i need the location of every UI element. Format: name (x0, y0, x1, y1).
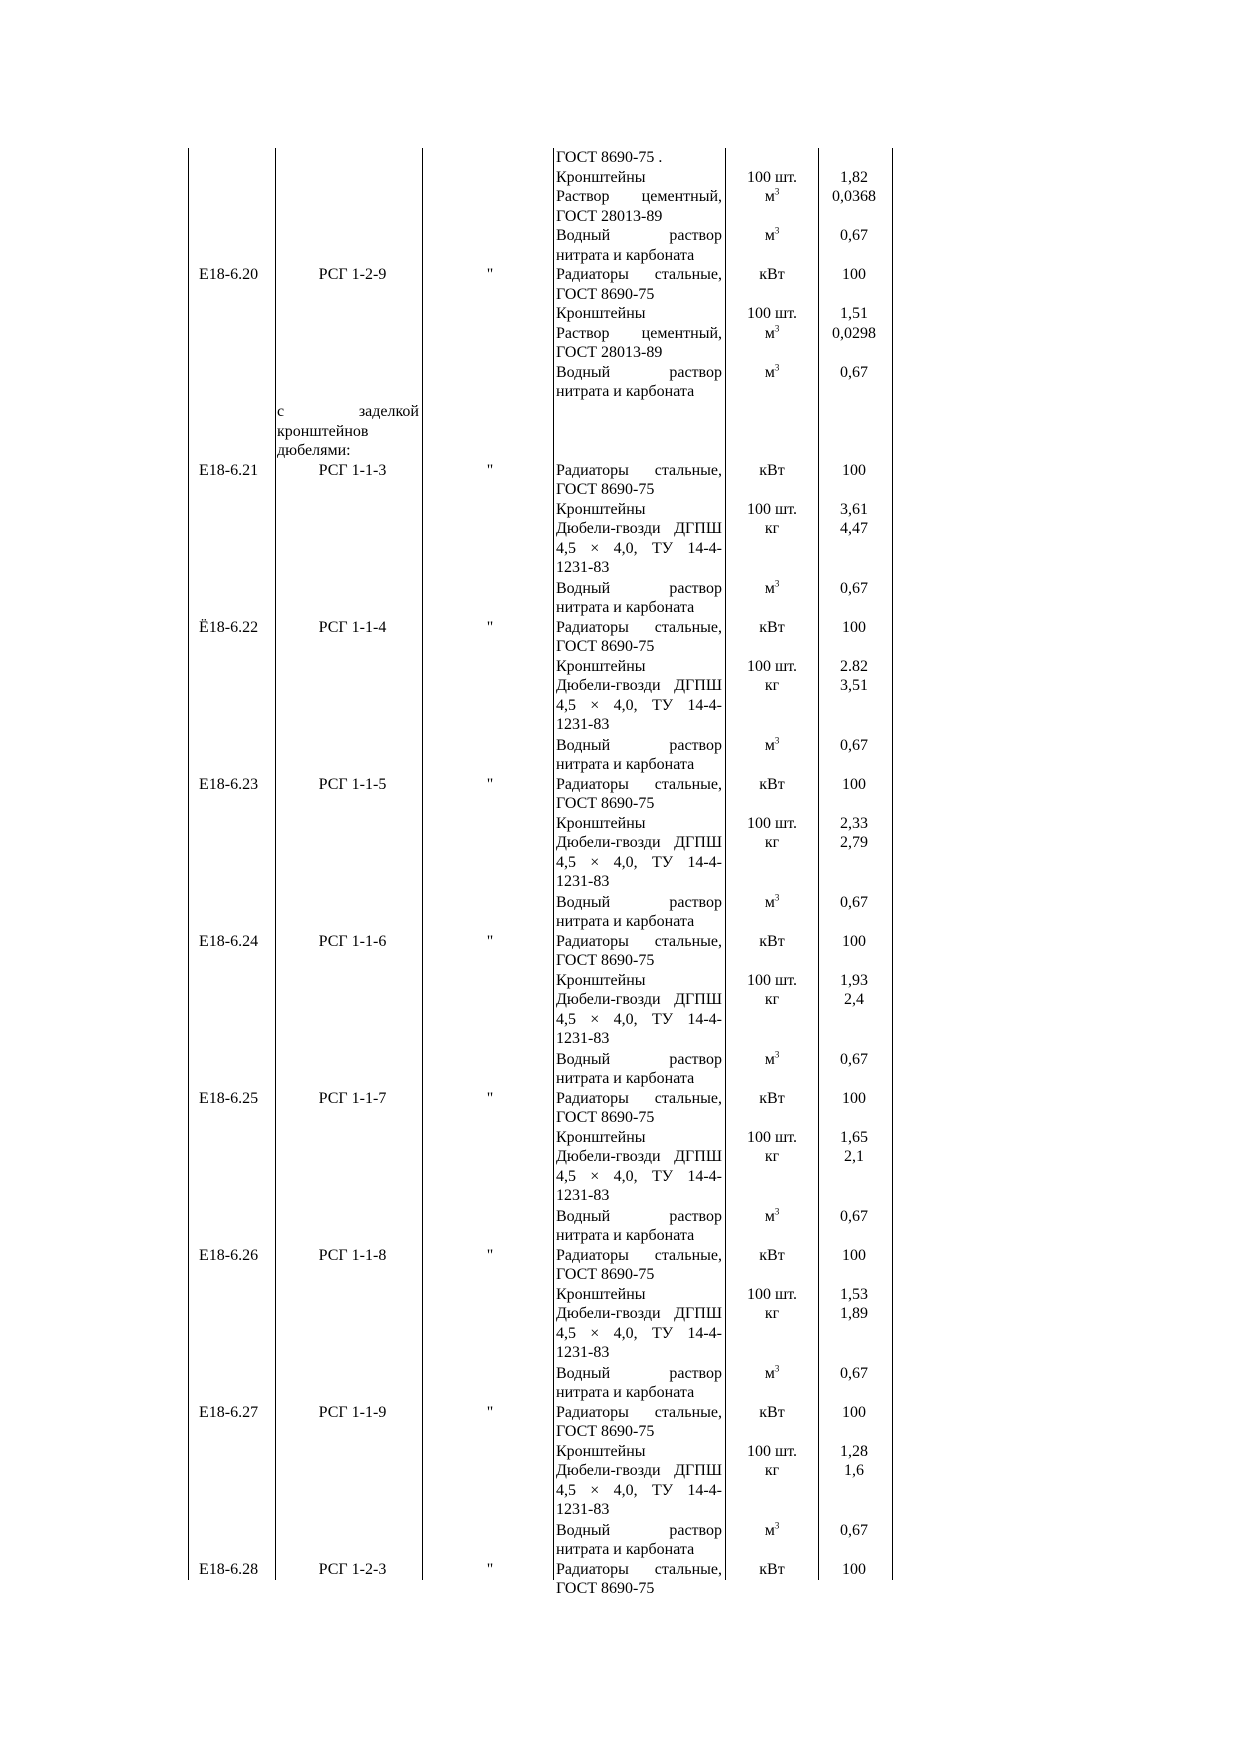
resource-line: Дюбели-гвозди ДГПШ (556, 1462, 722, 1479)
resource-unit: кВт (759, 266, 785, 283)
resource-name: Кронштейны (556, 971, 646, 989)
resource-name (556, 461, 722, 500)
resource-line: 1231-83 (556, 559, 610, 576)
resource-name (556, 1521, 722, 1560)
resource-line: ГОСТ 8690-75 (556, 1580, 655, 1597)
resource-name: Кронштейны (556, 814, 646, 832)
resource-qty: 1,6 (844, 1462, 864, 1479)
resource-name (556, 932, 722, 971)
row-code: Е18-6.24 (199, 932, 259, 950)
resource-line: 4,5 × 4,0, ТУ 14-4- (556, 1481, 722, 1499)
resource-unit: кВт (759, 618, 785, 636)
row-model: РСГ 1-1-3 (318, 461, 387, 479)
resource-line: Радиаторы стальные, (556, 266, 722, 283)
resource-qty: 0,67 (840, 893, 868, 911)
resource-name (556, 168, 722, 188)
resource-unit: $м^3$ (764, 186, 780, 205)
resource-qty: 1,65 (840, 1128, 868, 1146)
resource-qty: 1,28 (840, 1442, 868, 1460)
row-model: РСГ 1-1-9 (318, 1403, 387, 1421)
resource-name: Кронштейны (556, 657, 646, 675)
row-model: РСГ 1-1-7 (318, 1089, 387, 1107)
resource-qty: 0,0368 (832, 188, 876, 205)
resource-name (556, 618, 722, 657)
resource-name: Кронштейны (556, 1442, 646, 1460)
resource-qty: 2,4 (844, 991, 864, 1008)
resource-unit: $м^3$ (764, 735, 780, 754)
resource-line: ГОСТ 8690-75 (556, 285, 655, 303)
resource-line: ГОСТ 8690-75 (556, 1109, 655, 1126)
resource-unit: кВт (759, 932, 785, 950)
resource-qty: 100 (842, 775, 866, 793)
resource-line: ГОСТ 8690-75 (556, 481, 655, 498)
resource-qty: 0,67 (840, 1207, 868, 1225)
resource-qty: 2,79 (840, 834, 868, 851)
resource-unit: $м^3$ (764, 578, 780, 597)
resource-unit: кг (764, 834, 780, 851)
resource-line: нитрата и карбоната (556, 1384, 695, 1401)
resource-line: нитрата и карбоната (556, 1227, 695, 1244)
resource-line: Дюбели-гвозди ДГПШ (556, 677, 722, 694)
resource-line: ГОСТ 8690-75 (556, 638, 655, 655)
resource-unit: 100 шт. (746, 305, 798, 322)
resource-unit: $м^3$ (764, 323, 780, 342)
resource-line: 4,5 × 4,0, ТУ 14-4- (556, 853, 722, 871)
subheader-dowels (277, 402, 419, 461)
resource-unit: $м^3$ (764, 1520, 780, 1539)
resource-line: 4,5 × 4,0, ТУ 14-4- (556, 1324, 722, 1342)
ditto-mark: " (486, 1403, 494, 1421)
resource-line: Водный раствор (556, 363, 722, 381)
resource-qty: 0,67 (840, 1364, 868, 1382)
row-model: РСГ 1-1-5 (318, 775, 387, 793)
resource-name (556, 187, 722, 226)
resource-line: Радиаторы стальные, (556, 932, 722, 950)
resource-qty: 100 (842, 932, 866, 950)
resource-name: Кронштейны (556, 1128, 646, 1146)
resource-name (556, 775, 722, 814)
table-border-1 (275, 148, 276, 1580)
resource-qty: 0,67 (840, 363, 868, 381)
ditto-mark: " (486, 266, 494, 283)
row-code: Е18-6.25 (199, 1089, 259, 1107)
resource-line: ГОСТ 8690-75 (556, 1423, 655, 1440)
row-model: РСГ 1-1-6 (318, 932, 387, 950)
resource-line: нитрата и карбоната (556, 756, 695, 773)
row-model: РСГ 1-1-4 (318, 618, 387, 636)
resource-unit: $м^3$ (764, 1049, 780, 1068)
table-border-left (188, 148, 189, 1580)
resource-line: Водный раствор (556, 736, 722, 754)
resource-unit: кг (764, 1305, 780, 1322)
resource-name (556, 324, 722, 363)
resource-name (556, 1050, 722, 1089)
resource-unit: кг (764, 520, 780, 537)
table-border-right (892, 148, 893, 1580)
resource-unit: 100 шт. (746, 1285, 798, 1303)
resource-line: Раствор цементный, (556, 324, 722, 342)
resource-name (556, 1560, 722, 1599)
resource-name (556, 833, 722, 892)
resource-unit: 100 шт. (746, 1442, 798, 1460)
resource-line: 1231-83 (556, 1030, 610, 1047)
resource-qty: 2,33 (840, 814, 868, 832)
resource-qty: 2.82 (840, 657, 868, 675)
resource-qty: 100 (842, 1089, 866, 1107)
table-border-2 (422, 148, 423, 1580)
resource-qty: 0,67 (840, 579, 868, 597)
resource-line: нитрата и карбоната (556, 246, 695, 264)
resource-unit: кВт (759, 1560, 785, 1578)
resource-name (556, 1147, 722, 1206)
subheader-line: дюбелями: (277, 442, 351, 459)
resource-name (556, 1403, 722, 1442)
resource-line: Кронштейны (556, 168, 646, 186)
resource-name: Кронштейны (556, 500, 646, 518)
resource-line: Радиаторы стальные, (556, 1403, 722, 1421)
resource-qty: 0,67 (840, 1521, 868, 1539)
resource-qty: 0,67 (840, 227, 868, 244)
resource-line: 4,5 × 4,0, ТУ 14-4- (556, 1167, 722, 1185)
resource-line: Радиаторы стальные, (556, 461, 722, 479)
ditto-mark: " (486, 1246, 494, 1264)
resource-line: нитрата и карбоната (556, 1541, 695, 1558)
resource-qty: 3,51 (840, 677, 868, 694)
resource-line: Радиаторы стальные, (556, 1560, 722, 1578)
resource-name (556, 676, 722, 735)
resource-name (556, 519, 722, 578)
resource-qty: 100 (842, 1246, 866, 1264)
row-code: Е18-6.20 (199, 266, 259, 283)
resource-line: Водный раствор (556, 1207, 722, 1225)
resource-qty: 100 (842, 461, 866, 479)
resource-name (556, 1461, 722, 1520)
row-model: РСГ 1-2-3 (318, 1560, 387, 1578)
row-model: РСГ 1-1-8 (318, 1246, 387, 1264)
resource-qty: 100 (842, 618, 866, 636)
resource-line: Радиаторы стальные, (556, 618, 722, 636)
resource-unit: $м^3$ (764, 362, 780, 381)
resource-line: ГОСТ 8690-75 . (556, 149, 663, 166)
resource-unit: 100 шт. (746, 168, 798, 186)
resource-line: 1231-83 (556, 716, 610, 733)
resource-qty: 1,82 (840, 168, 868, 186)
resource-unit: 100 шт. (746, 657, 798, 675)
table-border-3 (553, 148, 554, 1580)
resource-unit: кг (764, 1462, 780, 1479)
resource-line: нитрата и карбоната (556, 383, 695, 400)
resource-unit: кг (764, 1148, 780, 1165)
resource-qty: 100 (842, 1560, 866, 1578)
resource-line: Дюбели-гвозди ДГПШ (556, 991, 722, 1008)
resource-qty: 1,93 (840, 971, 868, 989)
resource-unit: кг (764, 677, 780, 694)
resource-name (556, 1246, 722, 1285)
resource-line: 1231-83 (556, 873, 610, 890)
subheader-line: кронштейнов (277, 422, 369, 440)
subheader-line: с заделкой (277, 403, 419, 420)
resource-unit: $м^3$ (764, 225, 780, 244)
resource-unit: кг (764, 991, 780, 1008)
resource-name (556, 579, 722, 618)
ditto-mark: " (486, 1560, 494, 1578)
ditto-mark: " (486, 1089, 494, 1107)
resource-unit: кВт (759, 461, 785, 479)
resource-line: Раствор цементный, (556, 188, 722, 205)
resource-line: Водный раствор (556, 893, 722, 911)
resource-unit: кВт (759, 1246, 785, 1264)
ditto-mark: " (486, 932, 494, 950)
resource-line: ГОСТ 8690-75 (556, 1266, 655, 1283)
resource-name (556, 1304, 722, 1363)
ditto-mark: " (486, 461, 494, 479)
resource-unit: 100 шт. (746, 971, 798, 989)
resource-line: нитрата и карбоната (556, 913, 695, 930)
resource-unit: $м^3$ (764, 1206, 780, 1225)
resource-name (556, 1364, 722, 1403)
resource-line: 4,5 × 4,0, ТУ 14-4- (556, 1010, 722, 1028)
resource-unit: $м^3$ (764, 1363, 780, 1382)
resource-qty: 3,61 (840, 500, 868, 518)
resource-line: нитрата и карбоната (556, 599, 695, 616)
resource-qty: 0,0298 (832, 324, 876, 342)
resource-line: 4,5 × 4,0, ТУ 14-4- (556, 696, 722, 714)
resource-line: 1231-83 (556, 1344, 610, 1361)
resource-name (556, 363, 722, 402)
resource-line: Радиаторы стальные, (556, 775, 722, 793)
resource-name (556, 893, 722, 932)
resource-line: ГОСТ 28013-89 (556, 207, 663, 225)
resource-unit: кВт (759, 1403, 785, 1421)
row-code: Е18-6.23 (199, 775, 259, 793)
resource-line: ГОСТ 8690-75 (556, 952, 655, 969)
resource-qty: 100 (842, 266, 866, 283)
resource-name (556, 736, 722, 775)
resource-name: Кронштейны (556, 1285, 646, 1303)
resource-name (556, 990, 722, 1049)
resource-name (556, 265, 722, 304)
resource-qty: 0,67 (840, 736, 868, 754)
resource-line: Водный раствор (556, 1050, 722, 1068)
row-code: Ё18-6.22 (199, 618, 259, 636)
resource-name (556, 1089, 722, 1128)
resource-line: Водный раствор (556, 1364, 722, 1382)
resource-qty: 1,51 (840, 305, 868, 322)
resource-line: 1231-83 (556, 1187, 610, 1204)
resource-line: ГОСТ 8690-75 (556, 795, 655, 812)
ditto-mark: " (486, 775, 494, 793)
resource-line: Дюбели-гвозди ДГПШ (556, 1148, 722, 1165)
resource-qty: 4,47 (840, 520, 868, 537)
ditto-mark: " (486, 618, 494, 636)
resource-qty: 2,1 (844, 1148, 864, 1165)
resource-line: Дюбели-гвозди ДГПШ (556, 520, 722, 537)
resource-line: Дюбели-гвозди ДГПШ (556, 834, 722, 851)
resource-line: Водный раствор (556, 1521, 722, 1539)
resource-line: Радиаторы стальные, (556, 1089, 722, 1107)
resource-name (556, 148, 722, 168)
resource-unit: 100 шт. (746, 1128, 798, 1146)
row-code: Е18-6.21 (199, 461, 259, 479)
resource-line: Радиаторы стальные, (556, 1246, 722, 1264)
resource-name (556, 226, 722, 265)
resource-name (556, 304, 722, 324)
resource-line: Дюбели-гвозди ДГПШ (556, 1305, 722, 1322)
resource-qty: 100 (842, 1403, 866, 1421)
row-code: Е18-6.26 (199, 1246, 259, 1264)
resource-qty: 1,53 (840, 1285, 868, 1303)
row-code: Е18-6.27 (199, 1403, 259, 1421)
resource-line: Водный раствор (556, 227, 722, 244)
resource-name (556, 1207, 722, 1246)
resource-unit: кВт (759, 1089, 785, 1107)
resource-unit: $м^3$ (764, 892, 780, 911)
row-model: РСГ 1-2-9 (318, 266, 387, 283)
resource-line: 4,5 × 4,0, ТУ 14-4- (556, 539, 722, 557)
resource-qty: 0,67 (840, 1050, 868, 1068)
resource-unit: 100 шт. (746, 814, 798, 832)
row-code: Е18-6.28 (199, 1560, 259, 1578)
resource-line: Кронштейны (556, 305, 646, 322)
table-border-4 (725, 148, 726, 1580)
resource-line: нитрата и карбоната (556, 1070, 695, 1087)
resource-line: 1231-83 (556, 1501, 610, 1518)
resource-unit: кВт (759, 775, 785, 793)
resource-unit: 100 шт. (746, 500, 798, 518)
resource-qty: 1,89 (840, 1305, 868, 1322)
resource-line: Водный раствор (556, 579, 722, 597)
resource-line: ГОСТ 28013-89 (556, 344, 663, 361)
